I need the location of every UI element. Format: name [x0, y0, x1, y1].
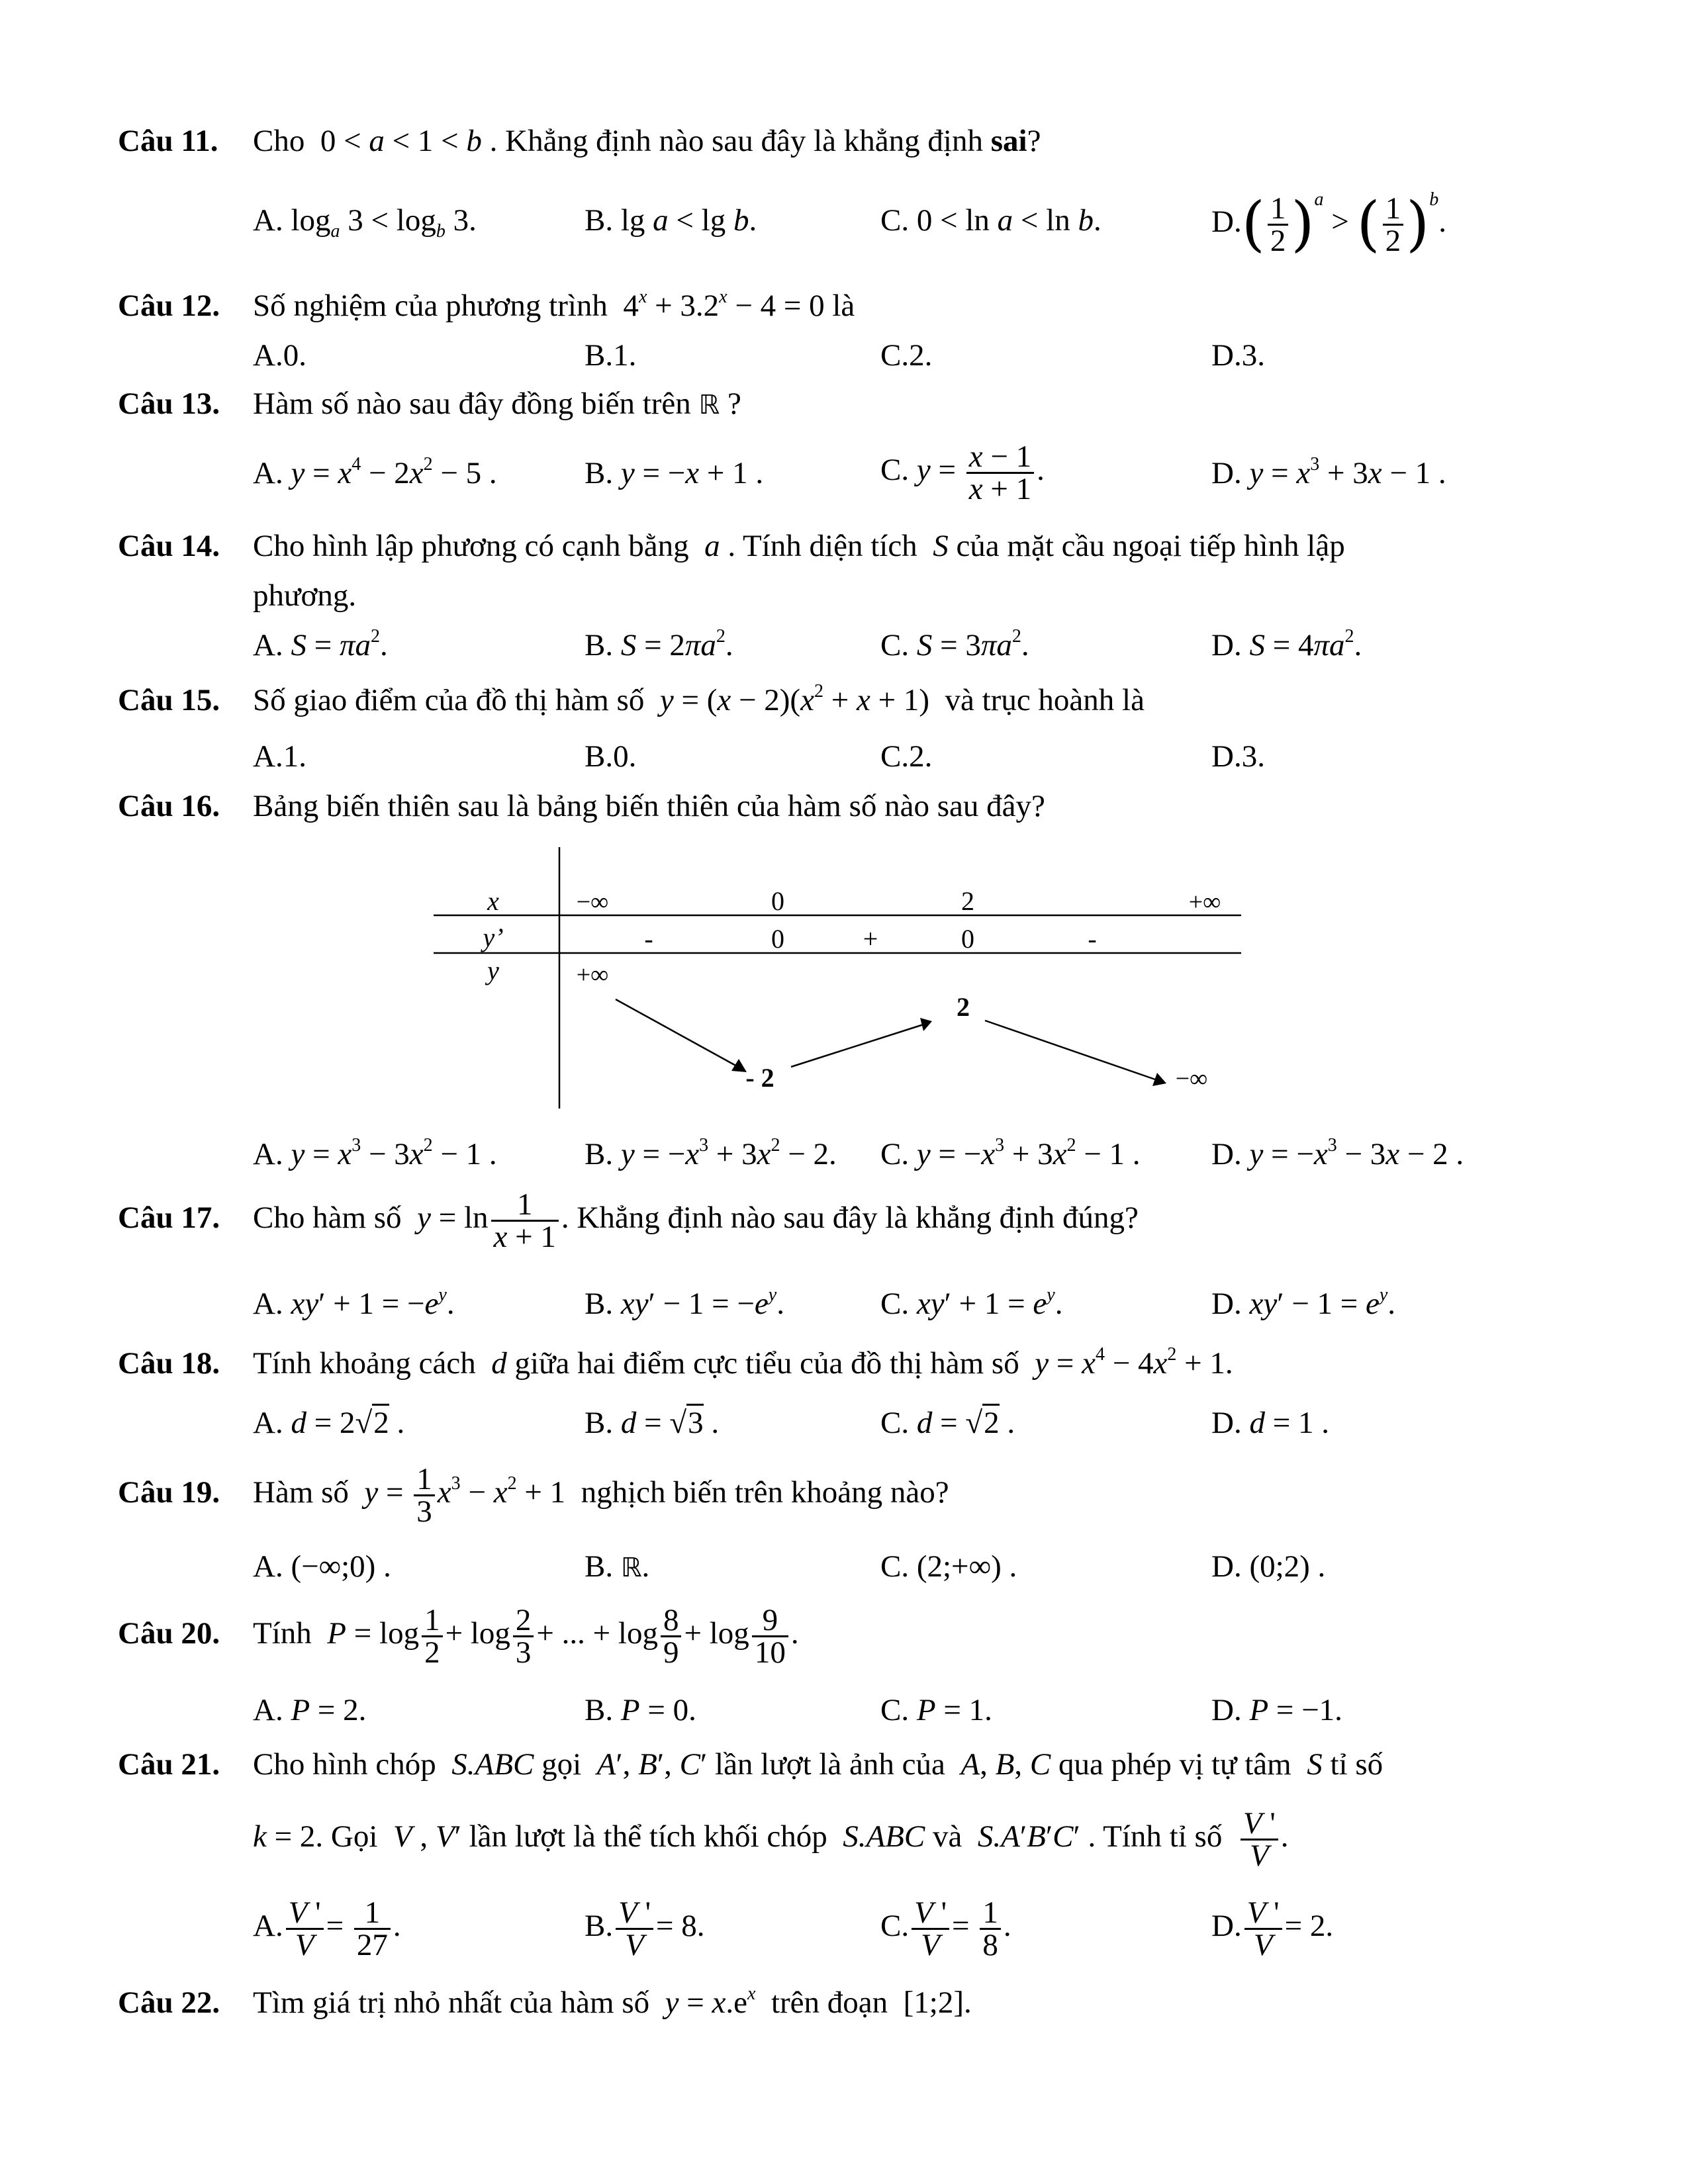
question-stem: Cho hàm số y = ln $\frac{1}{x + 1}$ . Khẳng định nào sau đây là khẳng định đúng?	[253, 1187, 1139, 1254]
question-stem-continued: k = 2. Gọi V , V′ lần lượt là thể tích khối chóp S.ABC và S.A′B′C′ . Tính tỉ số $\frac{V '}{V}$ .	[253, 1805, 1289, 1873]
y-value: +∞	[576, 961, 609, 989]
option-c[interactable]: C. d = √2 .	[880, 1403, 1015, 1443]
question-11	[118, 121, 1574, 161]
option-c[interactable]: C. y = $\frac{x - 1}{x + 1}$ .	[880, 439, 1045, 506]
question-stem: Số nghiệm của phương trình $4^x + 3.2^x - 4 = 0$ là	[253, 287, 855, 323]
y-prime-zero: 0	[961, 924, 974, 954]
option-a[interactable]: A. $y = x^3 - 3x^2 - 1$ .	[253, 1135, 497, 1171]
option-b[interactable]: B. d = √3 .	[585, 1403, 719, 1443]
question-22	[118, 1983, 1574, 2023]
question-stem: Cho hình chóp S.ABC gọi A′, B′, C′ lần lượt là ảnh của A, B, C qua phép vị tự tâm S tỉ số	[253, 1747, 1383, 1782]
question-number: Câu 20.	[118, 1616, 220, 1651]
option-d[interactable]: D. $S = 4\pi a^2$.	[1211, 626, 1362, 662]
option-d[interactable]: D. d = 1 .	[1211, 1406, 1329, 1440]
question-12	[118, 286, 1574, 326]
question-15	[118, 680, 1574, 720]
question-stem: Bảng biến thiên sau là bảng biến thiên của hàm số nào sau đây?	[253, 789, 1045, 823]
option-c[interactable]: C. P = 1.	[880, 1693, 992, 1727]
question-13	[118, 384, 1574, 425]
option-b[interactable]: B. y = −x + 1 .	[585, 456, 764, 490]
option-a[interactable]: A. $y = x^4 - 2x^2 - 5$ .	[253, 454, 497, 490]
option-d[interactable]: D. $\frac{V '}{V}$ = 2.	[1211, 1895, 1334, 1962]
y-prime-sign: +	[863, 924, 878, 954]
y-value: 2	[957, 992, 970, 1022]
option-a[interactable]: A. $\frac{V '}{V}$ = $\frac{1}{27}$ .	[253, 1895, 401, 1962]
option-c[interactable]: C.2.	[880, 338, 933, 373]
variation-table	[430, 847, 1244, 1112]
option-a[interactable]: A. P = 2.	[253, 1693, 367, 1727]
option-b[interactable]: B. lg a < lg b.	[585, 203, 757, 238]
question-number: Câu 21.	[118, 1747, 220, 1782]
question-stem: Cho hình lập phương có cạnh bằng a . Tính diện tích S của mặt cầu ngoại tiếp hình lập	[253, 529, 1345, 563]
y-value: - 2	[745, 1063, 774, 1093]
question-19	[118, 1459, 1574, 1527]
x-value: 0	[771, 886, 784, 916]
y-prime-sign: -	[644, 924, 653, 954]
question-stem: Tìm giá trị nhỏ nhất của hàm số $y = x.e^x$ trên đoạn [1;2].	[253, 1983, 972, 2020]
question-stem: Tính khoảng cách d giữa hai điểm cực tiểu của đồ thị hàm số $y = x^4 - 4x^2 + 1$.	[253, 1344, 1233, 1381]
option-c[interactable]: C. $\frac{V '}{V}$ = $\frac{1}{8}$ .	[880, 1895, 1011, 1962]
question-stem: Cho 0 < a < 1 < b . Khẳng định nào sau đây là khẳng định sai?	[253, 124, 1041, 158]
option-d[interactable]: D. $y = x^3 + 3x - 1$ .	[1211, 454, 1446, 490]
question-number: Câu 22.	[118, 1985, 220, 2020]
question-14	[118, 526, 1574, 566]
question-20	[118, 1600, 1574, 1668]
question-number: Câu 15.	[118, 683, 220, 717]
option-b[interactable]: B. ℝ.	[585, 1549, 650, 1584]
row-label-y: y	[487, 956, 499, 985]
question-21	[118, 1745, 1574, 1784]
question-number: Câu 19.	[118, 1475, 220, 1510]
option-b[interactable]: B.0.	[585, 739, 637, 774]
option-a[interactable]: A. $xy' + 1 = -e^y$.	[253, 1285, 455, 1321]
option-b[interactable]: B. $\frac{V '}{V}$ = 8.	[585, 1895, 705, 1962]
x-value: +∞	[1188, 888, 1221, 916]
option-c[interactable]: C. 0 < ln a < ln b.	[880, 203, 1102, 238]
x-value: −∞	[576, 888, 609, 916]
option-d[interactable]: D.3.	[1211, 338, 1265, 373]
arrow-down	[616, 999, 747, 1072]
option-b[interactable]: B.1.	[585, 338, 637, 373]
option-d[interactable]: D. (0;2) .	[1211, 1549, 1326, 1584]
option-a[interactable]: A. $\log_a 3 < \log_b 3$.	[253, 203, 477, 242]
option-d[interactable]: D. $xy' - 1 = e^y$.	[1211, 1285, 1396, 1321]
y-prime-sign: -	[1088, 924, 1097, 954]
option-c[interactable]: C. (2;+∞) .	[880, 1549, 1017, 1584]
question-stem: Số giao điểm của đồ thị hàm số $y = (x - 2)(x^2 + x + 1)$ và trục hoành là	[253, 681, 1145, 717]
option-b[interactable]: B. $xy' - 1 = -e^y$.	[585, 1285, 784, 1321]
option-a[interactable]: A.1.	[253, 739, 306, 774]
option-d[interactable]: D.3.	[1211, 739, 1265, 774]
question-number: Câu 12.	[118, 289, 220, 323]
question-18	[118, 1343, 1574, 1383]
question-17	[118, 1185, 1574, 1252]
question-number: Câu 18.	[118, 1346, 220, 1381]
question-stem: Hàm số nào sau đây đồng biến trên ℝ ?	[253, 387, 741, 421]
arrow-down	[985, 1021, 1166, 1086]
row-label-y-prime: y’	[483, 923, 504, 952]
x-value: 2	[961, 886, 974, 916]
option-a[interactable]: A. (−∞;0) .	[253, 1549, 391, 1584]
option-d[interactable]: D. P = −1.	[1211, 1693, 1342, 1727]
option-c[interactable]: C. $y = -x^3 + 3x^2 - 1$ .	[880, 1135, 1141, 1171]
option-a[interactable]: A. d = 2√2 .	[253, 1403, 404, 1443]
row-label-x: x	[487, 886, 499, 916]
question-number: Câu 14.	[118, 529, 220, 563]
option-c[interactable]: C. $S = 3\pi a^2$.	[880, 626, 1029, 662]
question-number: Câu 16.	[118, 789, 220, 823]
option-c[interactable]: C.2.	[880, 739, 933, 774]
question-stem-continued: phương.	[253, 578, 357, 613]
option-b[interactable]: B. P = 0.	[585, 1693, 696, 1727]
question-number: Câu 11.	[118, 124, 218, 158]
arrow-up	[791, 1018, 932, 1067]
question-number: Câu 13.	[118, 387, 220, 421]
question-number: Câu 17.	[118, 1201, 220, 1235]
option-b[interactable]: B. $y = -x^3 + 3x^2 - 2$.	[585, 1135, 837, 1171]
option-a[interactable]: A.0.	[253, 338, 306, 373]
y-prime-zero: 0	[771, 924, 784, 954]
question-stem: Hàm số y = $\frac{1}{3}$ $x^3 - x^2 + 1$ nghịch biến trên khoảng nào?	[253, 1461, 949, 1529]
option-c[interactable]: C. $xy' + 1 = e^y$.	[880, 1285, 1063, 1321]
y-value: −∞	[1175, 1065, 1208, 1093]
question-stem: Tính P = log $\frac{1}{2}$ + log $\frac{2}{3}$ + ... + log $\frac{8}{9}$ + log $\frac{9}{10}$ .	[253, 1602, 799, 1670]
option-b[interactable]: B. $S = 2\pi a^2$.	[585, 626, 733, 662]
option-d[interactable]: D.( $\frac{1}{2}$ )$^a$ > ( $\frac{1}{2}$ )$^b$.	[1211, 189, 1446, 259]
option-a[interactable]: A. $S = \pi a^2$.	[253, 626, 388, 662]
question-16	[118, 786, 1574, 826]
option-d[interactable]: D. $y = -x^3 - 3x - 2$ .	[1211, 1135, 1464, 1171]
